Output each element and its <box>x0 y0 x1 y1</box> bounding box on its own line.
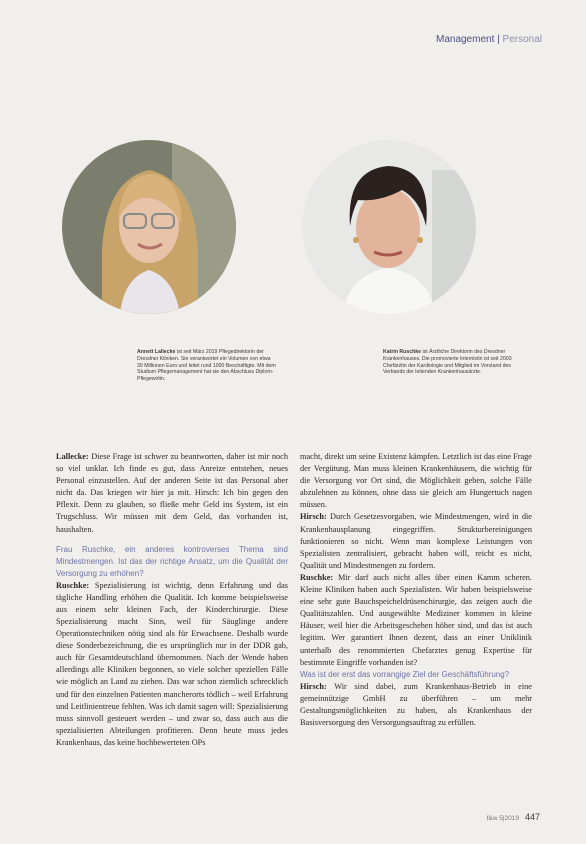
paragraph-text: Diese Frage ist schwer zu beantworten, daher ist mir noch so viel unklar. Ich finde es gut, dass Anreize entstehen, neues Personal einzustellen. Auf der anderen Seite ist das Personal aber nicht da. Das kriegen wir hier ja mit. Hirsch: Ich bin gegen den Pflexit. Denn zu glauben, so fließe mehr Geld ins System, ist ein Trugschluss. Wir müssen mit dem Geld, das vorhanden ist, haushalten. <box>56 452 288 534</box>
speaker-label: Ruschke: <box>56 580 90 590</box>
speaker-label: Ruschke: <box>300 572 334 582</box>
paragraph-text: Spezialisierung ist wichtig, denn Erfahrung und das tägliche Handling erhöhen die Qualität. Ich komme beispielsweise aus einem sehr kleinen Fach, der Kinderchirurgie. Diese Spezialisierung macht Sinn, weil für Säuglinge andere Operationstechniken nötig sind als für Erwachsene. Deshalb wurde diese Sonderbezeichnung, die es ursprünglich nur in der DDR gab, auch für Gesamtdeutschland übernommen. Nach der Wende haben allerdings alle Kliniken begonnen, so viele solcher speziellen Fälle wie möglich an Land zu ziehen. Das war schon ziemlich schrecklich und für den einzelnen Patienten mancherorts tödlich – weil Erfahrung und Leitlinientreue fehlten. Was ich damit sagen will: Spezialisierung muss sinnvoll gesteuert werden – und zwar so, dass auch aus die spezialisierten Abteilungen profitieren. Denn heute muss jedes Krankenhaus, das keine hochbewerteten OPs <box>56 580 288 747</box>
page-number: 447 <box>524 812 540 822</box>
article-column-left <box>56 451 288 749</box>
caption-ruschke <box>383 349 523 376</box>
paragraph-text: Wir sind dabei, zum Krankenhaus-Betrieb in eine gemeinnützige GmbH zu überführen – um mehr Gestaltungsmöglichkeiten zu haben, als Krankenhaus der Basisversorgung den Versorgungsauftrag zu erfüllen. <box>300 681 532 727</box>
section-header <box>436 34 542 45</box>
caption-name: Annett Lallecke <box>137 349 176 355</box>
article-column-right <box>300 451 532 729</box>
paragraph-text: Mir darf auch nicht alles über einen Kamm scheren. Kleine Kliniken haben auch Spezialisten. Wir haben beispielsweise eine sehr gute Bauchspeicheldrüsenchirurgie, das zeigen auch die Qualitätszahlen. Und ausgewählte Mediziner kommen in kleine Häuser, weil hier die Arbeitsgeschehen höher sind, und das ist auch legitim. Wer garantiert Ihnen dezent, dass an einer Uniklinik unterhalb des renommierten Chefarztes genug Expertise für bestimmte Eingriffe vorhanden ist? <box>300 572 532 667</box>
paragraph <box>56 451 288 536</box>
paragraph-text: Durch Gesetzesvorgaben, wie Mindestmengen, wird in die Krankenhausplanung eingegriffen. Strukturbereinigungen funktionieren so nicht. Wenn man komplexe Leistungen von Spezialisten zentralisiert, gebracht haben will, reicht es nicht, Qualität und Mindestmengen zu fordern. <box>300 512 532 570</box>
section-label: Management <box>435 34 495 45</box>
magazine-name: f&w 5|2019 <box>486 815 519 822</box>
portrait-ruschke-image <box>302 140 476 314</box>
speaker-label: Hirsch: <box>300 681 327 691</box>
speaker-label: Hirsch: <box>300 512 327 522</box>
paragraph <box>300 681 532 729</box>
portrait-ruschke <box>302 140 476 314</box>
paragraph <box>56 580 288 749</box>
page-footer <box>487 812 540 822</box>
caption-name: Katrin Ruschke <box>383 349 422 355</box>
caption-text: ist seit März 2019 Pflegedirektorin der Dresdner Kliniken. Sie verantwortet ein Volumen von etwa 30 Millionen Euro und leitet rund 1000 Beschäftigte. Mit dem Studium Pflegemanagement hat sie den Abschluss Diplom-Pflegewirtin. <box>137 349 276 383</box>
portrait-lallecke-image <box>62 140 236 314</box>
subsection-label: Personal <box>502 34 542 45</box>
portrait-lallecke <box>62 140 236 314</box>
header-divider: | <box>497 34 503 45</box>
paragraph <box>300 511 532 571</box>
caption-text: ist Ärztliche Direktorin des Dresdner Krankenhauses. Die promovierte Internistin ist seit 2003 Chefärztin der Kardiologie und Mitglied im Vorstand des Verbands der leitenden Krankenhausärzte. <box>383 349 512 376</box>
paragraph <box>300 451 532 511</box>
speaker-label: Lallecke: <box>56 452 89 461</box>
caption-lallecke <box>137 349 277 383</box>
paragraph <box>300 572 532 669</box>
interview-question: Frau Ruschke, ein anderes kontroverses Thema sind Mindestmengen. Ist das der richtige Ansatz, um die Qualität der Versorgung zu erhöhen? <box>56 544 288 578</box>
paragraph-text: macht, direkt um seine Existenz kämpfen. Letztlich ist das eine Frage der Vergütung. Man muss kleinen Krankenhäusern, die wichtig für die Versorgung vor Ort sind, die Möglichkeit geben, solche Fälle abzulehnen zu können, ohne dass sie gleich am Hungertuch nagen müssen. <box>300 452 532 510</box>
interview-question: Was ist der erst das vorrangige Ziel der Geschäftsführung? <box>300 669 510 679</box>
